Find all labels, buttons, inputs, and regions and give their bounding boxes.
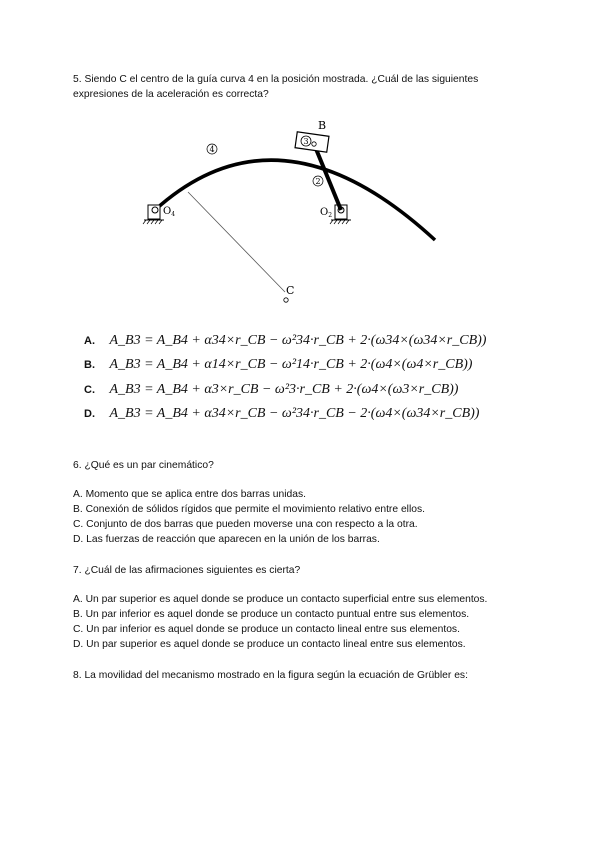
q5-option-b-letter: B. [84, 359, 95, 371]
question-6-title: 6. ¿Qué es un par cinemático? [73, 460, 214, 471]
q7-option-d[interactable]: D. Un par superior es aquel donde se produce un contacto lineal entre sus elementos. [73, 639, 466, 650]
q7-option-b[interactable]: B. Un par inferior es aquel donde se produce un contacto puntual entre sus elementos. [73, 609, 470, 620]
q6-option-d[interactable]: D. Las fuerzas de reacción que aparecen en la unión de los barras. [73, 534, 380, 545]
q5-option-d-letter: D. [84, 408, 95, 420]
question-8 [73, 668, 468, 683]
q5-option-d[interactable] [84, 406, 479, 422]
q6-option-a[interactable]: A. Momento que se aplica entre dos barras unidas. [73, 489, 306, 500]
label-link-2: 2 [315, 177, 321, 186]
pivot-o4 [143, 205, 164, 224]
label-link-4: 4 [209, 145, 215, 154]
center-c-point [284, 298, 288, 302]
q6-option-c[interactable]: C. Conjunto de dos barras que pueden moverse una con respecto a la otra. [73, 519, 418, 530]
q5-option-a[interactable] [84, 333, 486, 349]
q5-option-c-expr: A_B3 = A_B4 + α3×r_CB − ω²3·r_CB + 2·(ω4×(ω3×r_CB)) [109, 382, 459, 397]
question-6-options [73, 487, 425, 547]
label-link-3: 3 [303, 137, 309, 146]
q5-option-a-letter: A. [84, 335, 95, 347]
q6-option-b[interactable]: B. Conexión de sólidos rígidos que permite el movimiento relativo entre ellos. [73, 504, 425, 515]
question-5 [73, 72, 478, 102]
radius-line [188, 192, 285, 292]
q5-option-b-expr: A_B3 = A_B4 + α14×r_CB − ω²14·r_CB + 2·(ω4×(ω4×r_CB)) [109, 357, 473, 372]
curved-guide-4 [155, 160, 435, 240]
question-7-options [73, 592, 487, 652]
q5-option-c[interactable] [84, 382, 458, 398]
question-7-title: 7. ¿Cuál de las afirmaciones siguientes es cierta? [73, 565, 301, 576]
q5-option-d-expr: A_B3 = A_B4 + α34×r_CB − ω²34·r_CB − 2·(ω4×(ω34×r_CB)) [109, 406, 480, 421]
q5-option-a-expr: A_B3 = A_B4 + α34×r_CB − ω²34·r_CB + 2·(ω34×(ω34×r_CB)) [109, 333, 487, 348]
slider-3 [295, 132, 329, 152]
question-7 [73, 563, 300, 578]
label-o2: $O_2$ [320, 207, 333, 219]
question-5-line-2: expresiones de la aceleración es correcta? [73, 89, 269, 100]
mechanism-figure [130, 112, 450, 307]
label-o4: $O_4$ [163, 206, 176, 218]
q7-option-c[interactable]: C. Un par inferior es aquel donde se produce un contacto lineal entre sus elementos. [73, 624, 460, 635]
q5-option-c-letter: C. [84, 384, 95, 396]
label-c: C [286, 284, 295, 297]
q5-option-b[interactable] [84, 357, 472, 373]
question-5-line-1: 5. Siendo C el centro de la guía curva 4 en la posición mostrada. ¿Cuál de las siguientes [73, 74, 479, 85]
question-8-title: 8. La movilidad del mecanismo mostrado en la figura según la ecuación de Grübler es: [73, 670, 468, 681]
question-6 [73, 458, 214, 473]
label-b: B [318, 119, 327, 132]
q7-option-a[interactable]: A. Un par superior es aquel donde se produce un contacto superficial entre sus elementos. [73, 594, 488, 605]
